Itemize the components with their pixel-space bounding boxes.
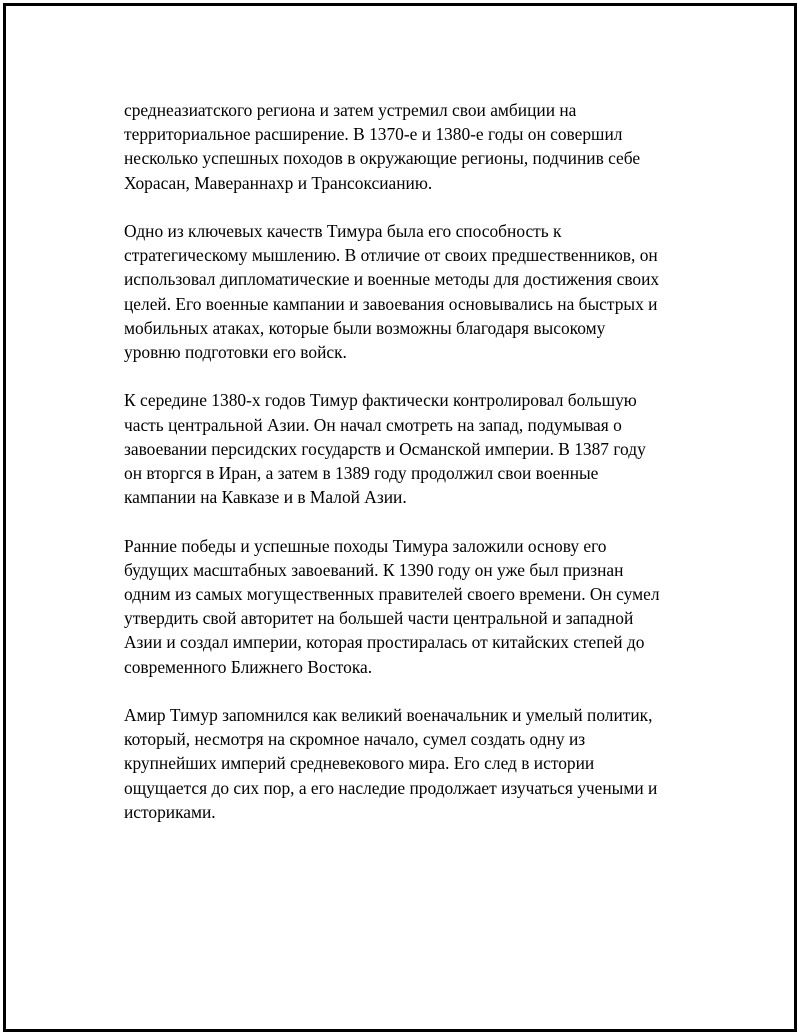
text-line: Хорасан, Мавераннахр и Трансоксианию. [124, 172, 433, 193]
text-line: целей. Его военные кампании и завоевания основывались на быстрых и [124, 293, 658, 314]
document-body [124, 98, 714, 848]
text-line: мобильных атаках, которые были возможны благодаря высокому [124, 317, 606, 338]
text-line: Амир Тимур запомнился как великий военачальник и умелый политик, [124, 705, 653, 726]
text-line: Азии и создал империи, которая простиралась от китайских степей до [124, 632, 645, 653]
text-line: историками. [124, 801, 216, 822]
text-line: использовал дипломатические и военные методы для достижения своих [124, 269, 660, 290]
text-line: уровню подготовки его войск. [124, 342, 347, 363]
page-frame [3, 3, 797, 1032]
text-line: завоевании персидских государств и Османской империи. В 1387 году [124, 438, 646, 459]
paragraph-4 [124, 534, 714, 679]
paragraph-3 [124, 388, 714, 509]
text-line: несколько успешных походов в окружающие регионы, подчинив себе [124, 148, 641, 169]
text-line: крупнейших империй средневекового мира. Его след в истории [124, 753, 595, 774]
paragraph-1 [124, 98, 714, 195]
text-line: будущих масштабных завоеваний. К 1390 году он уже был признан [124, 559, 624, 580]
text-line: Одно из ключевых качеств Тимура была его способность к [124, 221, 562, 241]
text-line: который, несмотря на скромное начало, сумел создать одну из [124, 729, 586, 750]
paragraph-2 [124, 219, 714, 364]
text-line: одним из самых могущественных правителей своего времени. Он сумел [124, 584, 660, 605]
text-line: часть центральной Азии. Он начал смотреть на запад, подумывая о [124, 414, 622, 435]
text-line: современного Ближнего Востока. [124, 656, 373, 677]
text-line: он вторгся в Иран, а затем в 1389 году продолжил свои военные [124, 463, 599, 484]
text-line: утвердить свой авторитет на большей части центральной и западной [124, 608, 634, 629]
text-line: кампании на Кавказе и в Малой Азии. [124, 487, 407, 508]
text-line: К середине 1380-х годов Тимур фактически контролировал большую [124, 390, 637, 411]
text-line: ощущается до сих пор, а его наследие продолжает изучаться учеными и [124, 777, 658, 798]
text-line: территориальное расширение. В 1370-е и 1380-е годы он совершил [124, 124, 623, 145]
text-line: стратегическому мышлению. В отличие от своих предшественников, он [124, 245, 658, 266]
text-line: Ранние победы и успешные походы Тимура заложили основу его [124, 535, 607, 556]
text-line: среднеазиатского региона и затем устремил свои амбиции на [124, 100, 577, 120]
paragraph-5 [124, 703, 714, 824]
